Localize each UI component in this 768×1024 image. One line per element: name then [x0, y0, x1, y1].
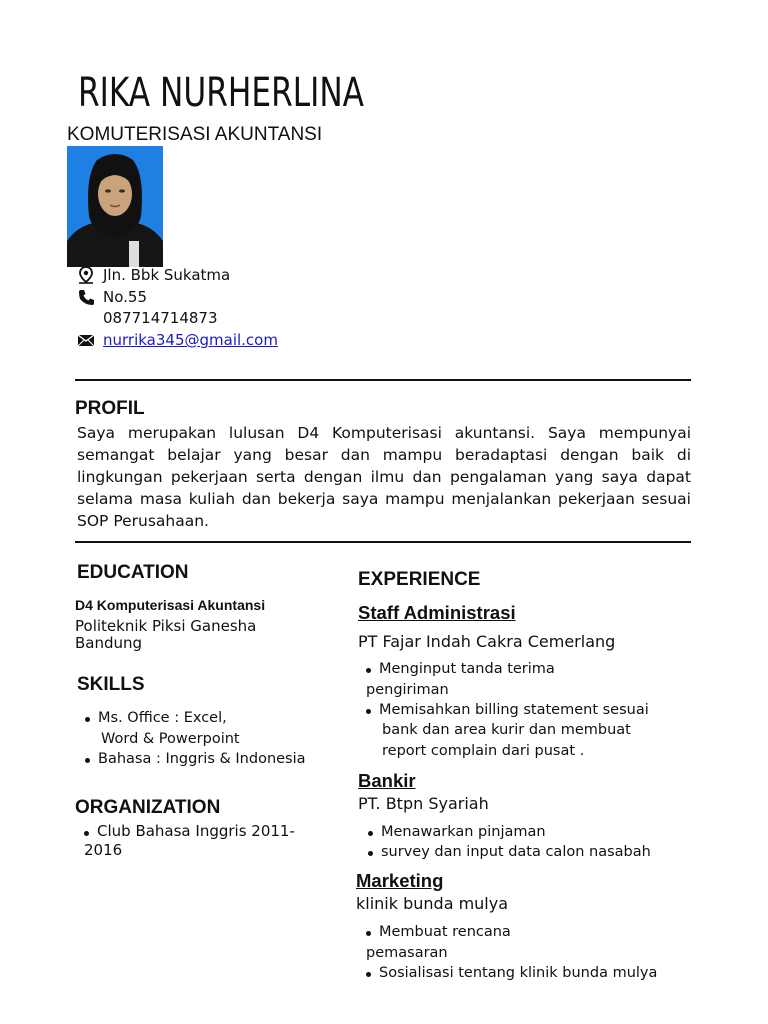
envelope-icon — [77, 331, 95, 349]
profile-text: Saya merupakan lulusan D4 Komputerisasi akuntansi. Saya mempunyai semangat belajar yang besar dan mampu beradaptasi dengan baik di lingkungan pekerjaan serta dengan ilmu dan pengalaman yang saya dapat selama masa kuliah dan bekerja saya mampu menjalankan pekerjaan sesuai SOP Perusahaan. — [77, 424, 691, 530]
phone-icon — [77, 288, 95, 306]
job-bullet — [366, 700, 649, 721]
education-school-line1: Politeknik Piksi Ganesha — [75, 617, 257, 635]
job-bullet-text: Membuat rencana — [379, 924, 511, 940]
job-bullet — [366, 659, 555, 680]
address-line2: No.55 — [103, 288, 147, 306]
profile-heading: PROFIL — [75, 398, 145, 419]
skill-item — [85, 749, 306, 770]
skill-item-text: Ms. Office : Excel, — [98, 710, 227, 726]
skill-item — [85, 708, 227, 729]
job-bullet-continued: report complain dari pusat . — [382, 743, 585, 759]
job-bullet — [368, 842, 651, 863]
job-company: PT. Btpn Syariah — [358, 794, 489, 813]
location-pin-icon — [77, 266, 95, 284]
experience-heading: EXPERIENCE — [358, 569, 481, 590]
education-degree: D4 Komputerisasi Akuntansi — [75, 597, 266, 613]
address-line1: Jln. Bbk Sukatma — [103, 266, 231, 284]
job-bullet-continued: bank dan area kurir dan membuat — [382, 722, 631, 738]
contact-address — [77, 266, 230, 284]
divider-middle — [75, 541, 691, 543]
skill-item-continued: Word & Powerpoint — [101, 731, 240, 747]
job-title-marketing: Marketing — [356, 870, 444, 891]
job-bullet — [366, 922, 511, 943]
skills-heading: SKILLS — [77, 674, 145, 695]
skill-item-text: Bahasa : Inggris & Indonesia — [98, 751, 306, 767]
contact-address-line2 — [77, 288, 147, 306]
job-company: PT Fajar Indah Cakra Cemerlang — [358, 632, 616, 651]
email-link[interactable]: nurrika345@gmail.com — [103, 331, 278, 349]
phone-number: 087714714873 — [103, 309, 218, 327]
job-bullet-text: Menginput tanda terima — [379, 661, 555, 677]
organization-item — [84, 821, 295, 842]
job-bullet — [366, 963, 657, 984]
profile-photo — [67, 146, 163, 267]
contact-email[interactable] — [77, 331, 278, 349]
job-bullet-text: survey dan input data calon nasabah — [381, 844, 651, 860]
organization-item-continued: 2016 — [84, 841, 123, 859]
contact-phone — [77, 309, 218, 327]
candidate-subtitle: KOMUTERISASI AKUNTANSI — [67, 124, 323, 145]
job-title-bankir: Bankir — [358, 770, 416, 791]
job-bullet-continued: pemasaran — [366, 945, 448, 961]
divider-top — [75, 379, 691, 381]
organization-heading: ORGANIZATION — [75, 797, 221, 818]
job-bullet-text: Memisahkan billing statement sesuai — [379, 702, 649, 718]
job-bullet-text: Sosialisasi tentang klinik bunda mulya — [379, 965, 658, 981]
education-school-line2: Bandung — [75, 634, 143, 652]
job-bullet — [368, 822, 546, 843]
candidate-name: RIKA NURHERLINA — [78, 70, 365, 116]
job-bullet-text: Menawarkan pinjaman — [381, 824, 546, 840]
organization-item-text: Club Bahasa Inggris 2011- — [97, 822, 295, 840]
job-bullet-continued: pengiriman — [366, 682, 449, 698]
job-company: klinik bunda mulya — [356, 894, 509, 913]
education-heading: EDUCATION — [77, 562, 189, 583]
job-title-staff-administrasi: Staff Administrasi — [358, 602, 516, 623]
